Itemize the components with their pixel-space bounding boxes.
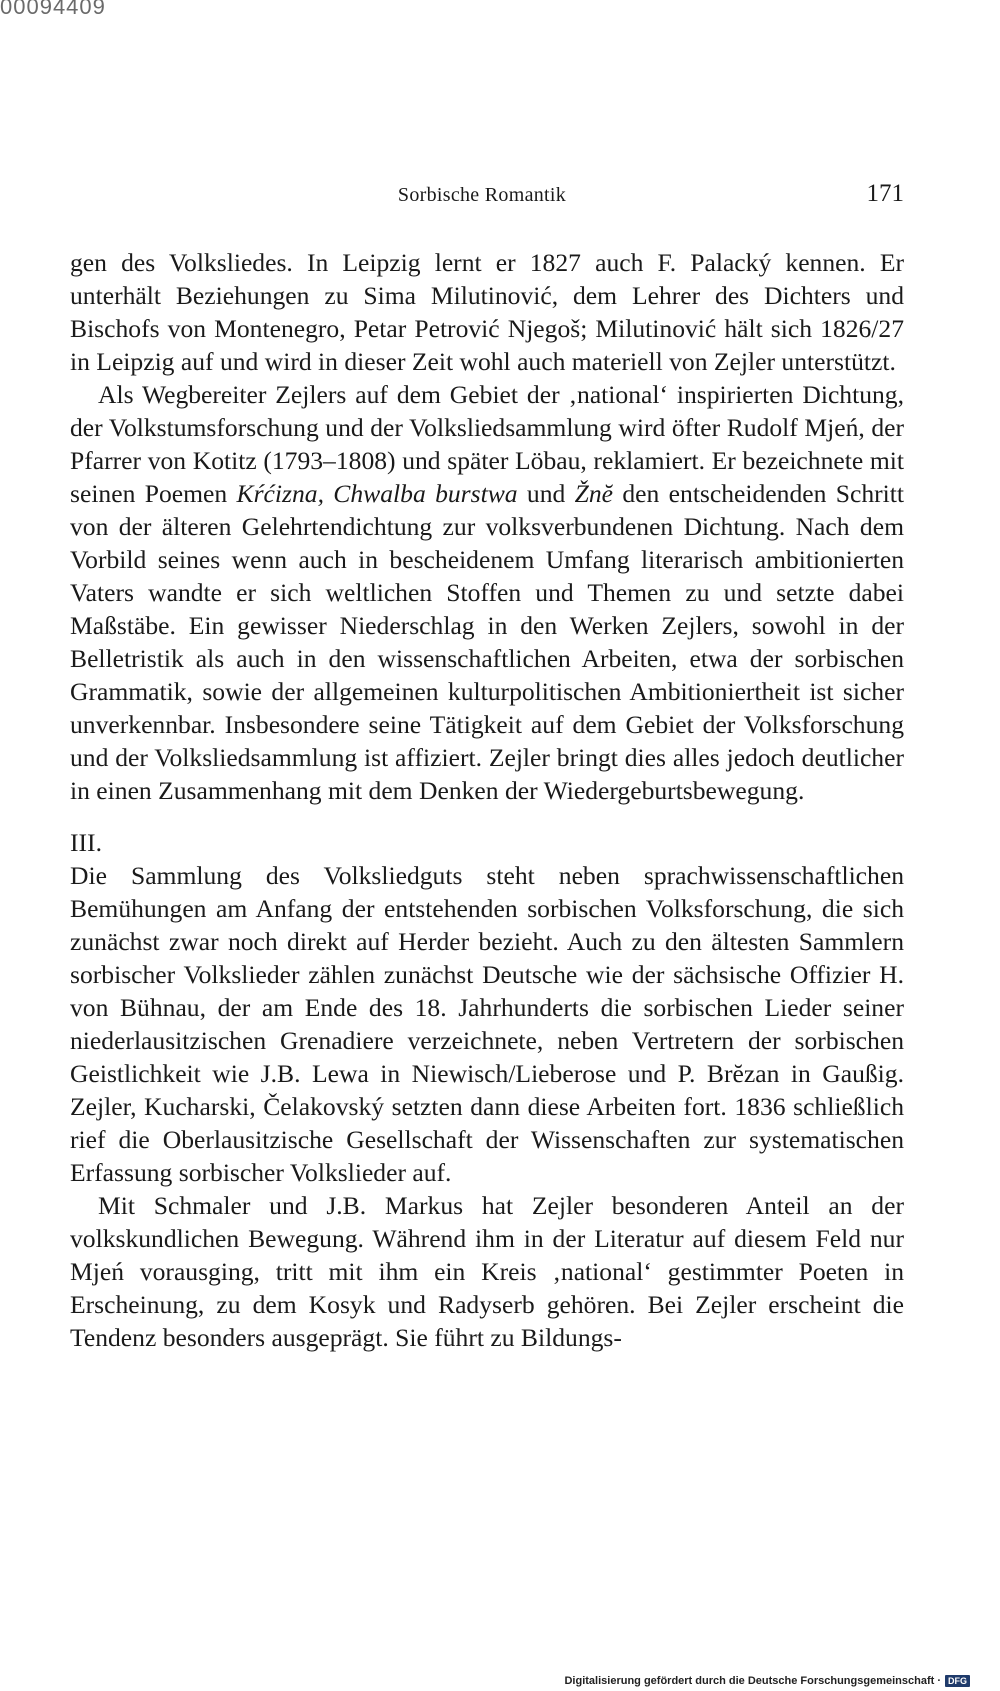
shelfmark-number: 00094409 [0,0,106,19]
section-number: III. [70,828,102,857]
text-segment: den entscheidenden Schritt von der älteren Gelehrtendichtung zur volksverbundenen Dichtung. Nach dem Vorbild seines wenn auch in bescheidenem Umfang literarisch ambitionierten Vaters wandte er sich weltlichen Stoffen und Themen zu und setzte dabei Maßstäbe. Ein gewisser Niederschlag in den Werken Zejlers, sowohl in der Belletristik als auch in den wissenschaftlichen Arbeiten, etwa der sorbischen Grammatik, sowie der allgemeinen kulturpolitischen Ambitioniertheit ist sicher unverkennbar. Insbesondere seine Tätigkeit auf dem Gebiet der Volksforschung und der Volksliedsammlung ist affiziert. Zejler bringt dies alles jedoch deutlicher in einen Zusammenhang mit dem Denken der Wiedergeburtsbewegung. [70,479,904,805]
body-text [70,246,904,1354]
text-segment: Mit Schmaler und J.B. Markus hat Zejler besonderen Anteil an der volkskundlichen Bewegung. Während ihm in der Literatur auf diesem Feld nur Mjeń vorausging, tritt mit ihm ein Kreis ‚national‘ gestimmter Poeten in Erscheinung, zu dem Kosyk und Radyserb gehören. Bei Zejler erscheint die Tendenz besonders ausgeprägt. Sie führt zu Bildungs- [70,1191,904,1352]
section-heading [70,826,904,859]
running-head [60,180,904,214]
text-segment: Die Sammlung des Volksliedguts steht neben sprachwissenschaftlichen Bemühungen am Anfang der entstehenden sorbischen Volksforschung, die sich zunächst zwar noch direkt auf Herder bezieht. Auch zu den ältesten Sammlern sorbischer Volkslieder zählen zunächst Deutsche wie der sächsische Offizier H. von Bühnau, der am Ende des 18. Jahrhunderts die sorbischen Lieder seiner niederlausitzischen Grenadiere verzeichnete, neben Vertretern der sorbischen Geistlichkeit wie J.B. Lewa in Niewisch/Lieberose und P. Brĕzan in Gaußig. Zejler, Kucharski, Čelakovský setzten dann diese Arbeiten fort. 1836 schließlich rief die Oberlausitzische Gesellschaft der Wissenschaften zur systematischen Erfassung sorbischer Volkslieder auf. [70,861,904,1187]
paragraph-sammlung [70,859,904,1189]
running-title: Sorbische Romantik [397,184,567,206]
paragraph-schmaler [70,1189,904,1354]
text-segment: gen des Volksliedes. In Leipzig lernt er 1827 auch F. Palacký kennen. Er unterhält Beziehungen zu Sima Milutinović, dem Lehrer des Dichters und Bischofs von Montenegro, Petar Petrović Njegoš; Milutinović hält sich 1826/27 in Leipzig auf und wird in dieser Zeit wohl auch materiell von Zejler unterstützt. [70,248,904,376]
paragraph-continuation [70,246,904,378]
text-segment: und [517,479,575,508]
page-number: 171 [866,180,904,207]
poem-titles: Kŕćizna, Chwalba burstwa [236,479,518,508]
credit-text: Digitalisierung gefördert durch die Deutsche Forschungsgemeinschaft · [564,1675,941,1687]
text-segment: Als Wegbereiter Zejlers auf dem Gebiet der ‚national‘ inspirierten Dichtung, der Volkstumsforschung und der Volksliedsammlung wird öfter Rudolf Mjeń, der Pfarrer von Kotitz (1793–1808) und später Löbau, reklamiert. Er bezeichnete mit seinen Poemen [70,380,904,508]
digitization-credit [564,1675,970,1687]
paragraph-wegbereiter [70,378,904,807]
poem-title: Žnĕ [574,479,614,508]
dfg-logo: DFG [945,1675,970,1687]
